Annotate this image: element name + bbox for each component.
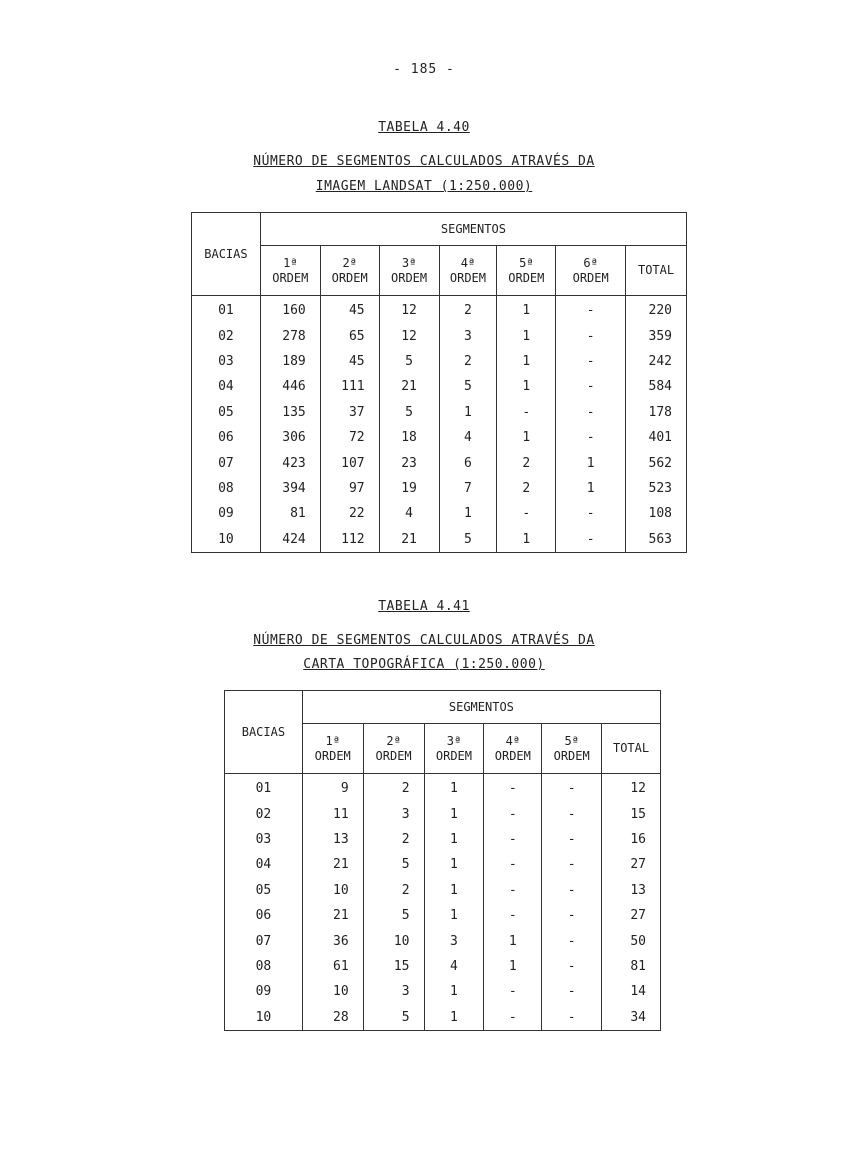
- segment-cell: 2: [363, 774, 424, 802]
- segment-cell: 1: [497, 349, 556, 374]
- segment-cell: 3: [424, 928, 484, 953]
- table2-header-bacias: BACIAS: [225, 691, 303, 774]
- total-cell: 15: [602, 801, 661, 826]
- segment-cell: 7: [439, 476, 497, 501]
- total-cell: 12: [602, 774, 661, 802]
- bacia-cell: 02: [225, 801, 303, 826]
- bacia-cell: 04: [225, 852, 303, 877]
- segment-cell: 36: [302, 928, 363, 953]
- segment-cell: 423: [260, 450, 320, 475]
- table2-header-total: TOTAL: [602, 724, 661, 774]
- segment-cell: -: [556, 501, 626, 526]
- bacia-cell: 05: [192, 400, 261, 425]
- table2-caption: TABELA 4.41: [378, 599, 470, 614]
- table-row: [225, 801, 661, 826]
- bacia-cell: 07: [225, 928, 303, 953]
- order-label: ORDEM: [435, 748, 472, 763]
- segment-cell: 5: [363, 903, 424, 928]
- order-number: 2ª: [386, 733, 401, 748]
- segment-cell: 3: [363, 801, 424, 826]
- segment-cell: -: [542, 903, 602, 928]
- total-cell: 14: [602, 979, 661, 1004]
- segment-cell: 2: [439, 349, 497, 374]
- segment-cell: 1: [424, 878, 484, 903]
- table1-header-order-5: [497, 246, 556, 296]
- table-row: [192, 450, 687, 475]
- bacia-cell: 06: [192, 425, 261, 450]
- segment-cell: 21: [379, 374, 439, 399]
- segment-cell: 1: [424, 774, 484, 802]
- table1-title-line1: NÚMERO DE SEGMENTOS CALCULADOS ATRAVÉS DA: [253, 154, 595, 169]
- table-row: [225, 954, 661, 979]
- segment-cell: 5: [439, 527, 497, 553]
- total-cell: 34: [602, 1005, 661, 1031]
- table1-header-order-2: [320, 246, 379, 296]
- segment-cell: -: [484, 827, 542, 852]
- total-cell: 242: [626, 349, 687, 374]
- table-row: [225, 928, 661, 953]
- segment-cell: -: [556, 527, 626, 553]
- order-label: ORDEM: [553, 748, 590, 763]
- total-cell: 584: [626, 374, 687, 399]
- segment-cell: -: [542, 1005, 602, 1031]
- table2-header-segmentos: SEGMENTOS: [302, 691, 660, 724]
- segment-cell: 6: [439, 450, 497, 475]
- bacia-cell: 08: [192, 476, 261, 501]
- order-label: ORDEM: [508, 270, 545, 285]
- segment-cell: 10: [302, 979, 363, 1004]
- table2-header-order-1: [302, 724, 363, 774]
- bacia-cell: 09: [225, 979, 303, 1004]
- segment-cell: 21: [379, 527, 439, 553]
- bacia-cell: 06: [225, 903, 303, 928]
- table1-header-bacias: BACIAS: [192, 213, 261, 296]
- bacia-cell: 07: [192, 450, 261, 475]
- order-number: 4ª: [505, 733, 521, 748]
- order-label: ORDEM: [314, 748, 351, 763]
- bacia-cell: 09: [192, 501, 261, 526]
- segment-cell: 61: [302, 954, 363, 979]
- segment-cell: 81: [260, 501, 320, 526]
- segment-cell: -: [484, 852, 542, 877]
- segment-cell: 1: [424, 903, 484, 928]
- bacia-cell: 04: [192, 374, 261, 399]
- order-label: ORDEM: [272, 270, 309, 285]
- table-row: [225, 979, 661, 1004]
- table-row: [192, 374, 687, 399]
- order-number: 3ª: [446, 733, 462, 748]
- table1-header-order-6: [556, 246, 626, 296]
- segment-cell: 12: [379, 323, 439, 348]
- table1-header-total: TOTAL: [626, 246, 687, 296]
- table-row: [192, 476, 687, 501]
- segment-cell: 1: [424, 801, 484, 826]
- segment-cell: 394: [260, 476, 320, 501]
- table1: [191, 212, 687, 553]
- total-cell: 563: [626, 527, 687, 553]
- segment-cell: -: [542, 928, 602, 953]
- segment-cell: 10: [363, 928, 424, 953]
- table1-header-order-3: [379, 246, 439, 296]
- order-number: 3ª: [401, 255, 417, 270]
- segment-cell: -: [556, 425, 626, 450]
- segment-cell: 2: [363, 827, 424, 852]
- order-number: 2ª: [342, 255, 357, 270]
- segment-cell: 13: [302, 827, 363, 852]
- segment-cell: 12: [379, 296, 439, 324]
- page-number: - 185 -: [393, 62, 455, 77]
- table-row: [225, 774, 661, 802]
- segment-cell: 5: [363, 1005, 424, 1031]
- bacia-cell: 10: [192, 527, 261, 553]
- segment-cell: 9: [302, 774, 363, 802]
- order-number: 1ª: [325, 733, 340, 748]
- segment-cell: 4: [439, 425, 497, 450]
- segment-cell: 18: [379, 425, 439, 450]
- segment-cell: 2: [497, 450, 556, 475]
- table-row: [192, 425, 687, 450]
- order-number: 5ª: [564, 733, 579, 748]
- segment-cell: 5: [379, 349, 439, 374]
- segment-cell: 23: [379, 450, 439, 475]
- segment-cell: 5: [363, 852, 424, 877]
- segment-cell: 4: [379, 501, 439, 526]
- order-number: 1ª: [283, 255, 298, 270]
- table-row: [225, 1005, 661, 1031]
- table2: [224, 690, 661, 1031]
- segment-cell: 1: [484, 954, 542, 979]
- order-number: 4ª: [460, 255, 476, 270]
- table1-caption: TABELA 4.40: [378, 120, 470, 135]
- segment-cell: -: [556, 374, 626, 399]
- total-cell: 401: [626, 425, 687, 450]
- table2-title-line2: CARTA TOPOGRÁFICA (1:250.000): [303, 657, 545, 672]
- segment-cell: -: [484, 774, 542, 802]
- total-cell: 359: [626, 323, 687, 348]
- segment-cell: -: [542, 827, 602, 852]
- order-label: ORDEM: [375, 748, 412, 763]
- table-row: [192, 400, 687, 425]
- segment-cell: -: [497, 501, 556, 526]
- order-label: ORDEM: [449, 270, 486, 285]
- segment-cell: -: [484, 878, 542, 903]
- segment-cell: 160: [260, 296, 320, 324]
- segment-cell: 1: [424, 827, 484, 852]
- segment-cell: 15: [363, 954, 424, 979]
- table2-header-order-2: [363, 724, 424, 774]
- segment-cell: 1: [497, 296, 556, 324]
- segment-cell: 21: [302, 903, 363, 928]
- segment-cell: 1: [556, 450, 626, 475]
- segment-cell: -: [542, 801, 602, 826]
- segment-cell: 2: [363, 878, 424, 903]
- table2-header-order-4: [484, 724, 542, 774]
- segment-cell: -: [484, 979, 542, 1004]
- bacia-cell: 10: [225, 1005, 303, 1031]
- table-row: [192, 501, 687, 526]
- table1-header-order-4: [439, 246, 497, 296]
- table-row: [192, 323, 687, 348]
- segment-cell: -: [556, 400, 626, 425]
- table1-header-segmentos: SEGMENTOS: [260, 213, 686, 246]
- table-row: [192, 296, 687, 324]
- segment-cell: -: [556, 296, 626, 324]
- order-number: 5ª: [519, 255, 534, 270]
- order-label: ORDEM: [572, 270, 609, 285]
- total-cell: 13: [602, 878, 661, 903]
- total-cell: 178: [626, 400, 687, 425]
- order-label: ORDEM: [391, 270, 428, 285]
- segment-cell: 28: [302, 1005, 363, 1031]
- segment-cell: 11: [302, 801, 363, 826]
- segment-cell: -: [542, 774, 602, 802]
- segment-cell: 45: [320, 296, 379, 324]
- table2-header-order-3: [424, 724, 484, 774]
- table-row: [225, 878, 661, 903]
- segment-cell: 189: [260, 349, 320, 374]
- segment-cell: 1: [497, 425, 556, 450]
- segment-cell: 5: [379, 400, 439, 425]
- table1-header-order-1: [260, 246, 320, 296]
- segment-cell: 21: [302, 852, 363, 877]
- table2-title-line1: NÚMERO DE SEGMENTOS CALCULADOS ATRAVÉS DA: [253, 633, 595, 648]
- table-row: [225, 827, 661, 852]
- segment-cell: 10: [302, 878, 363, 903]
- segment-cell: -: [484, 903, 542, 928]
- segment-cell: -: [542, 954, 602, 979]
- segment-cell: 112: [320, 527, 379, 553]
- segment-cell: -: [484, 801, 542, 826]
- segment-cell: 3: [363, 979, 424, 1004]
- total-cell: 27: [602, 903, 661, 928]
- segment-cell: 72: [320, 425, 379, 450]
- segment-cell: 45: [320, 349, 379, 374]
- segment-cell: 135: [260, 400, 320, 425]
- order-number: 6ª: [583, 255, 598, 270]
- segment-cell: 1: [424, 979, 484, 1004]
- total-cell: 16: [602, 827, 661, 852]
- order-label: ORDEM: [331, 270, 368, 285]
- segment-cell: 1: [439, 501, 497, 526]
- bacia-cell: 01: [192, 296, 261, 324]
- segment-cell: -: [484, 1005, 542, 1031]
- total-cell: 108: [626, 501, 687, 526]
- order-label: ORDEM: [494, 748, 531, 763]
- segment-cell: 1: [497, 323, 556, 348]
- table-row: [192, 527, 687, 553]
- segment-cell: 97: [320, 476, 379, 501]
- segment-cell: 19: [379, 476, 439, 501]
- segment-cell: -: [556, 323, 626, 348]
- total-cell: 220: [626, 296, 687, 324]
- segment-cell: 1: [439, 400, 497, 425]
- bacia-cell: 03: [192, 349, 261, 374]
- total-cell: 27: [602, 852, 661, 877]
- bacia-cell: 05: [225, 878, 303, 903]
- segment-cell: 65: [320, 323, 379, 348]
- segment-cell: 37: [320, 400, 379, 425]
- segment-cell: 3: [439, 323, 497, 348]
- segment-cell: -: [497, 400, 556, 425]
- table2-header-order-5: [542, 724, 602, 774]
- segment-cell: 2: [497, 476, 556, 501]
- table-row: [225, 903, 661, 928]
- bacia-cell: 02: [192, 323, 261, 348]
- segment-cell: 1: [556, 476, 626, 501]
- table-row: [192, 349, 687, 374]
- table-row: [225, 852, 661, 877]
- segment-cell: 22: [320, 501, 379, 526]
- total-cell: 523: [626, 476, 687, 501]
- total-cell: 81: [602, 954, 661, 979]
- segment-cell: 1: [424, 852, 484, 877]
- segment-cell: -: [542, 979, 602, 1004]
- segment-cell: 1: [484, 928, 542, 953]
- bacia-cell: 01: [225, 774, 303, 802]
- segment-cell: -: [556, 349, 626, 374]
- total-cell: 50: [602, 928, 661, 953]
- segment-cell: 1: [497, 374, 556, 399]
- bacia-cell: 03: [225, 827, 303, 852]
- segment-cell: -: [542, 878, 602, 903]
- segment-cell: 446: [260, 374, 320, 399]
- segment-cell: 424: [260, 527, 320, 553]
- segment-cell: 107: [320, 450, 379, 475]
- total-cell: 562: [626, 450, 687, 475]
- segment-cell: -: [542, 852, 602, 877]
- segment-cell: 1: [497, 527, 556, 553]
- segment-cell: 306: [260, 425, 320, 450]
- segment-cell: 111: [320, 374, 379, 399]
- table1-title-line2: IMAGEM LANDSAT (1:250.000): [315, 179, 533, 194]
- segment-cell: 278: [260, 323, 320, 348]
- segment-cell: 1: [424, 1005, 484, 1031]
- bacia-cell: 08: [225, 954, 303, 979]
- segment-cell: 5: [439, 374, 497, 399]
- segment-cell: 4: [424, 954, 484, 979]
- segment-cell: 2: [439, 296, 497, 324]
